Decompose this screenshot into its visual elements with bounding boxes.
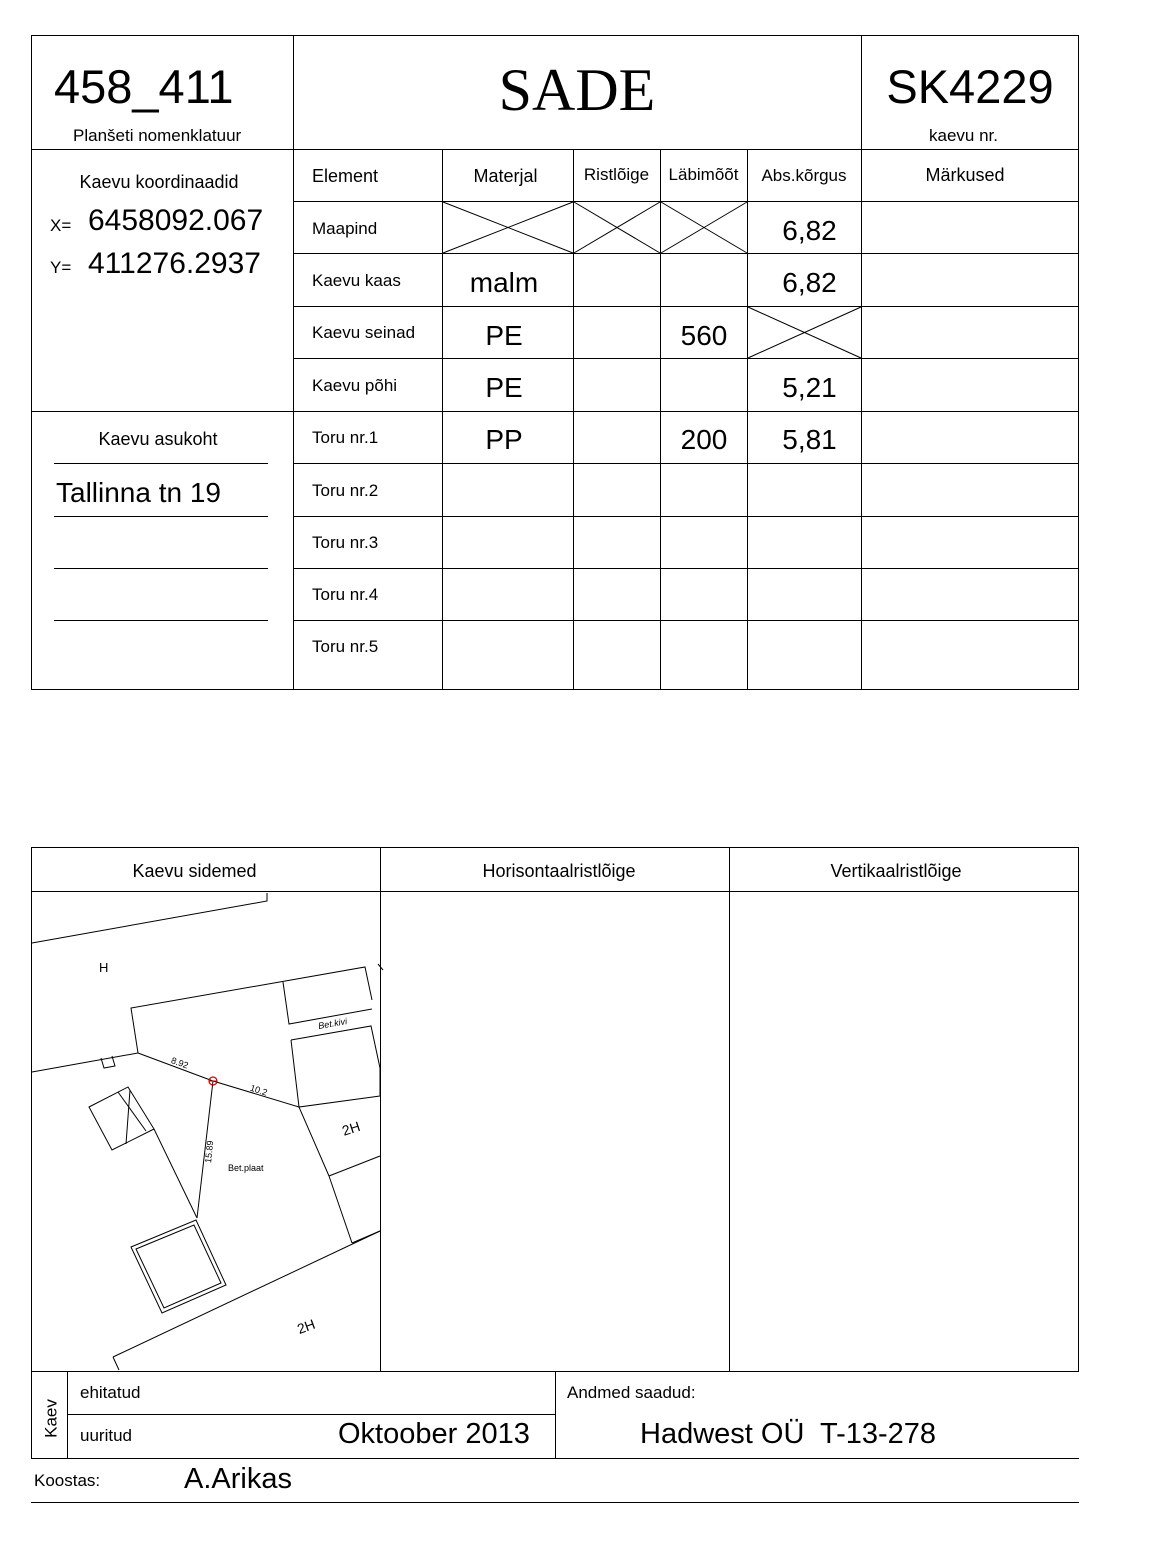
cell-elevation: 6,82 [782, 215, 837, 246]
cell-material: PE [485, 372, 523, 403]
divider [555, 1371, 556, 1459]
map-label-2h: 2H [294, 1315, 318, 1337]
location-address: Tallinna tn 19 [56, 477, 222, 508]
divider [31, 1371, 32, 1459]
built-label: ehitatud [80, 1383, 141, 1402]
cell-elevation: 6,82 [782, 267, 837, 298]
row-label: Kaevu kaas [312, 271, 401, 290]
x-label: X= [50, 216, 72, 235]
col-header-material: Materjal [473, 166, 538, 186]
cell-elevation: 5,21 [782, 372, 837, 403]
source-value: Hadwest OÜ T-13-278 [640, 1418, 937, 1450]
row-label: Maapind [312, 219, 378, 238]
cell-material: malm [469, 267, 539, 298]
col-header-elevation: Abs.kõrgus [761, 166, 847, 185]
page-title: SADE [498, 57, 656, 123]
col-header-diameter: Läbimõõt [668, 165, 739, 184]
map-label-distance: 15.89 [202, 1140, 216, 1164]
author-label: Koostas: [34, 1471, 101, 1490]
map-label-h: H [99, 960, 109, 975]
row-label: Toru nr.4 [312, 585, 379, 604]
cell-material: PP [485, 424, 523, 455]
cell-diameter: 200 [680, 424, 728, 455]
surveyed-label: uuritud [80, 1426, 132, 1445]
y-label: Y= [50, 258, 72, 277]
row-label: Kaevu põhi [312, 376, 398, 395]
horizontal-section-heading: Horisontaalristlõige [482, 861, 636, 881]
cell-material: PE [485, 320, 523, 351]
x-value: 6458092.067 [88, 204, 264, 237]
sketch-links-heading: Kaevu sidemed [132, 861, 257, 881]
map-label-distance: 10.2 [248, 1082, 269, 1098]
surveyed-date: Oktoober 2013 [338, 1418, 530, 1450]
map-label-bet-plaat: Bet.plaat [228, 1163, 264, 1173]
author-value: A.Arikas [184, 1463, 292, 1495]
map-label-distance: 8.92 [169, 1055, 190, 1071]
row-label: Toru nr.3 [312, 533, 379, 552]
source-label: Andmed saadud: [567, 1383, 696, 1402]
sheet-number: 458_411 [54, 60, 234, 113]
col-header-notes: Märkused [925, 165, 1005, 185]
vertical-section-heading: Vertikaalristlõige [830, 861, 962, 881]
col-header-cross-section: Ristlõige [583, 165, 650, 184]
divider [31, 1458, 1079, 1459]
map-label-2h: 2H [340, 1117, 362, 1139]
location-heading: Kaevu asukoht [98, 429, 218, 449]
col-header-element: Element [312, 166, 379, 186]
row-label: Toru nr.5 [312, 637, 379, 656]
map-label-bet-kivi: Bet.kivi [317, 1016, 348, 1031]
coordinates-heading: Kaevu koordinaadid [79, 172, 239, 192]
sheet-label: Planšeti nomenklatuur [73, 126, 242, 145]
y-value: 411276.2937 [88, 247, 261, 280]
well-label: kaevu nr. [929, 126, 998, 145]
well-number: SK4229 [886, 60, 1054, 113]
row-label: Toru nr.2 [312, 481, 379, 500]
cell-elevation: 5,81 [782, 424, 837, 455]
kaev-label: Kaev [41, 1399, 61, 1438]
divider [31, 1502, 1079, 1503]
divider [67, 1371, 68, 1459]
row-label: Toru nr.1 [312, 428, 379, 447]
divider [67, 1414, 555, 1415]
row-label: Kaevu seinad [312, 323, 416, 342]
cell-diameter: 560 [680, 320, 728, 351]
